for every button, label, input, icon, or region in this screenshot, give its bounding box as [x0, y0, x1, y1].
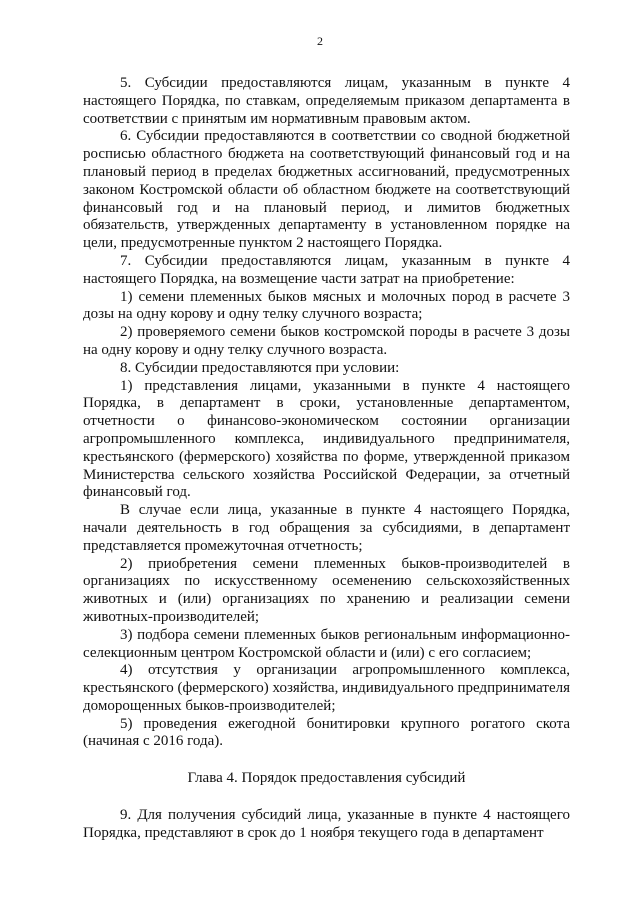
paragraph-8-item-3: 3) подбора семени племенных быков региональным информационно-селекционным центром Костромской области и (или) с его согласием; [83, 626, 570, 661]
paragraph-8-item-4: 4) отсутствия у организации агропромышленного комплекса, крестьянского (фермерского) хозяйства, индивидуального предпринимателя доморощенных быков-производителей; [83, 662, 570, 714]
paragraph-8: 8. Субсидии предоставляются при условии: [120, 359, 400, 376]
paragraph-8-item-2: 2) приобретения семени племенных быков-производителей в организациях по искусственному осеменению сельскохозяйственных животных и (или) организациях по хранению и реализации семени животных-производителей; [83, 555, 570, 625]
paragraph-5: 5. Субсидии предоставляются лицам, указанным в пункте 4 настоящего Порядка, по ставкам, определяемым приказом департамента в соответствии с принятым им нормативным правовым актом. [83, 75, 570, 127]
paragraph-8-item-1: 1) представления лицами, указанными в пункте 4 настоящего Порядка, в департамент в сроки, установленные департаментом, отчетности о финансово-экономическом состоянии организации агропромышленного комплекса, индивидуального предпринимателя, крестьянского (фермерского) хозяйства по форме, утвержденной приказом Министерства сельского хозяйства Российской Федерации, за отчетный финансовый год. [83, 377, 570, 501]
paragraph-7: 7. Субсидии предоставляются лицам, указанным в пункте 4 настоящего Порядка, на возмещение части затрат на приобретение: [83, 252, 570, 287]
chapter-heading: Глава 4. Порядок предоставления субсидий [187, 770, 466, 787]
paragraph-8-item-1-note: В случае если лица, указанные в пункте 4 настоящего Порядка, начали деятельность в год обращения за субсидиями, в департамент представляется промежуточная отчетность; [83, 502, 570, 554]
paragraph-6: 6. Субсидии предоставляются в соответствии со сводной бюджетной росписью областного бюджета на соответствующий финансовый год и на плановый период в пределах бюджетных ассигнований, предусмотренных законом Костромской области об областном бюджете на соответствующий финансовый год и на плановый период, и лимитов бюджетных обязательств, утвержденных департаменту в установленном порядке на цели, предусмотренные пунктом 2 настоящего Порядка. [83, 128, 570, 252]
paragraph-8-item-5: 5) проведения ежегодной бонитировки крупного рогатого скота (начиная с 2016 года). [83, 715, 570, 750]
paragraph-7-item-1: 1) семени племенных быков мясных и молочных пород в расчете 3 дозы на одну корову и одну телку случного возраста; [83, 288, 570, 323]
paragraph-7-item-2: 2) проверяемого семени быков костромской породы в расчете 3 дозы на одну корову и одну телку случного возраста. [83, 324, 570, 358]
document-body [83, 75, 570, 843]
paragraph-9: 9. Для получения субсидий лица, указанные в пункте 4 настоящего Порядка, представляют в срок до 1 ноября текущего года в департамент [83, 807, 570, 841]
page-number: 2 [317, 34, 323, 48]
